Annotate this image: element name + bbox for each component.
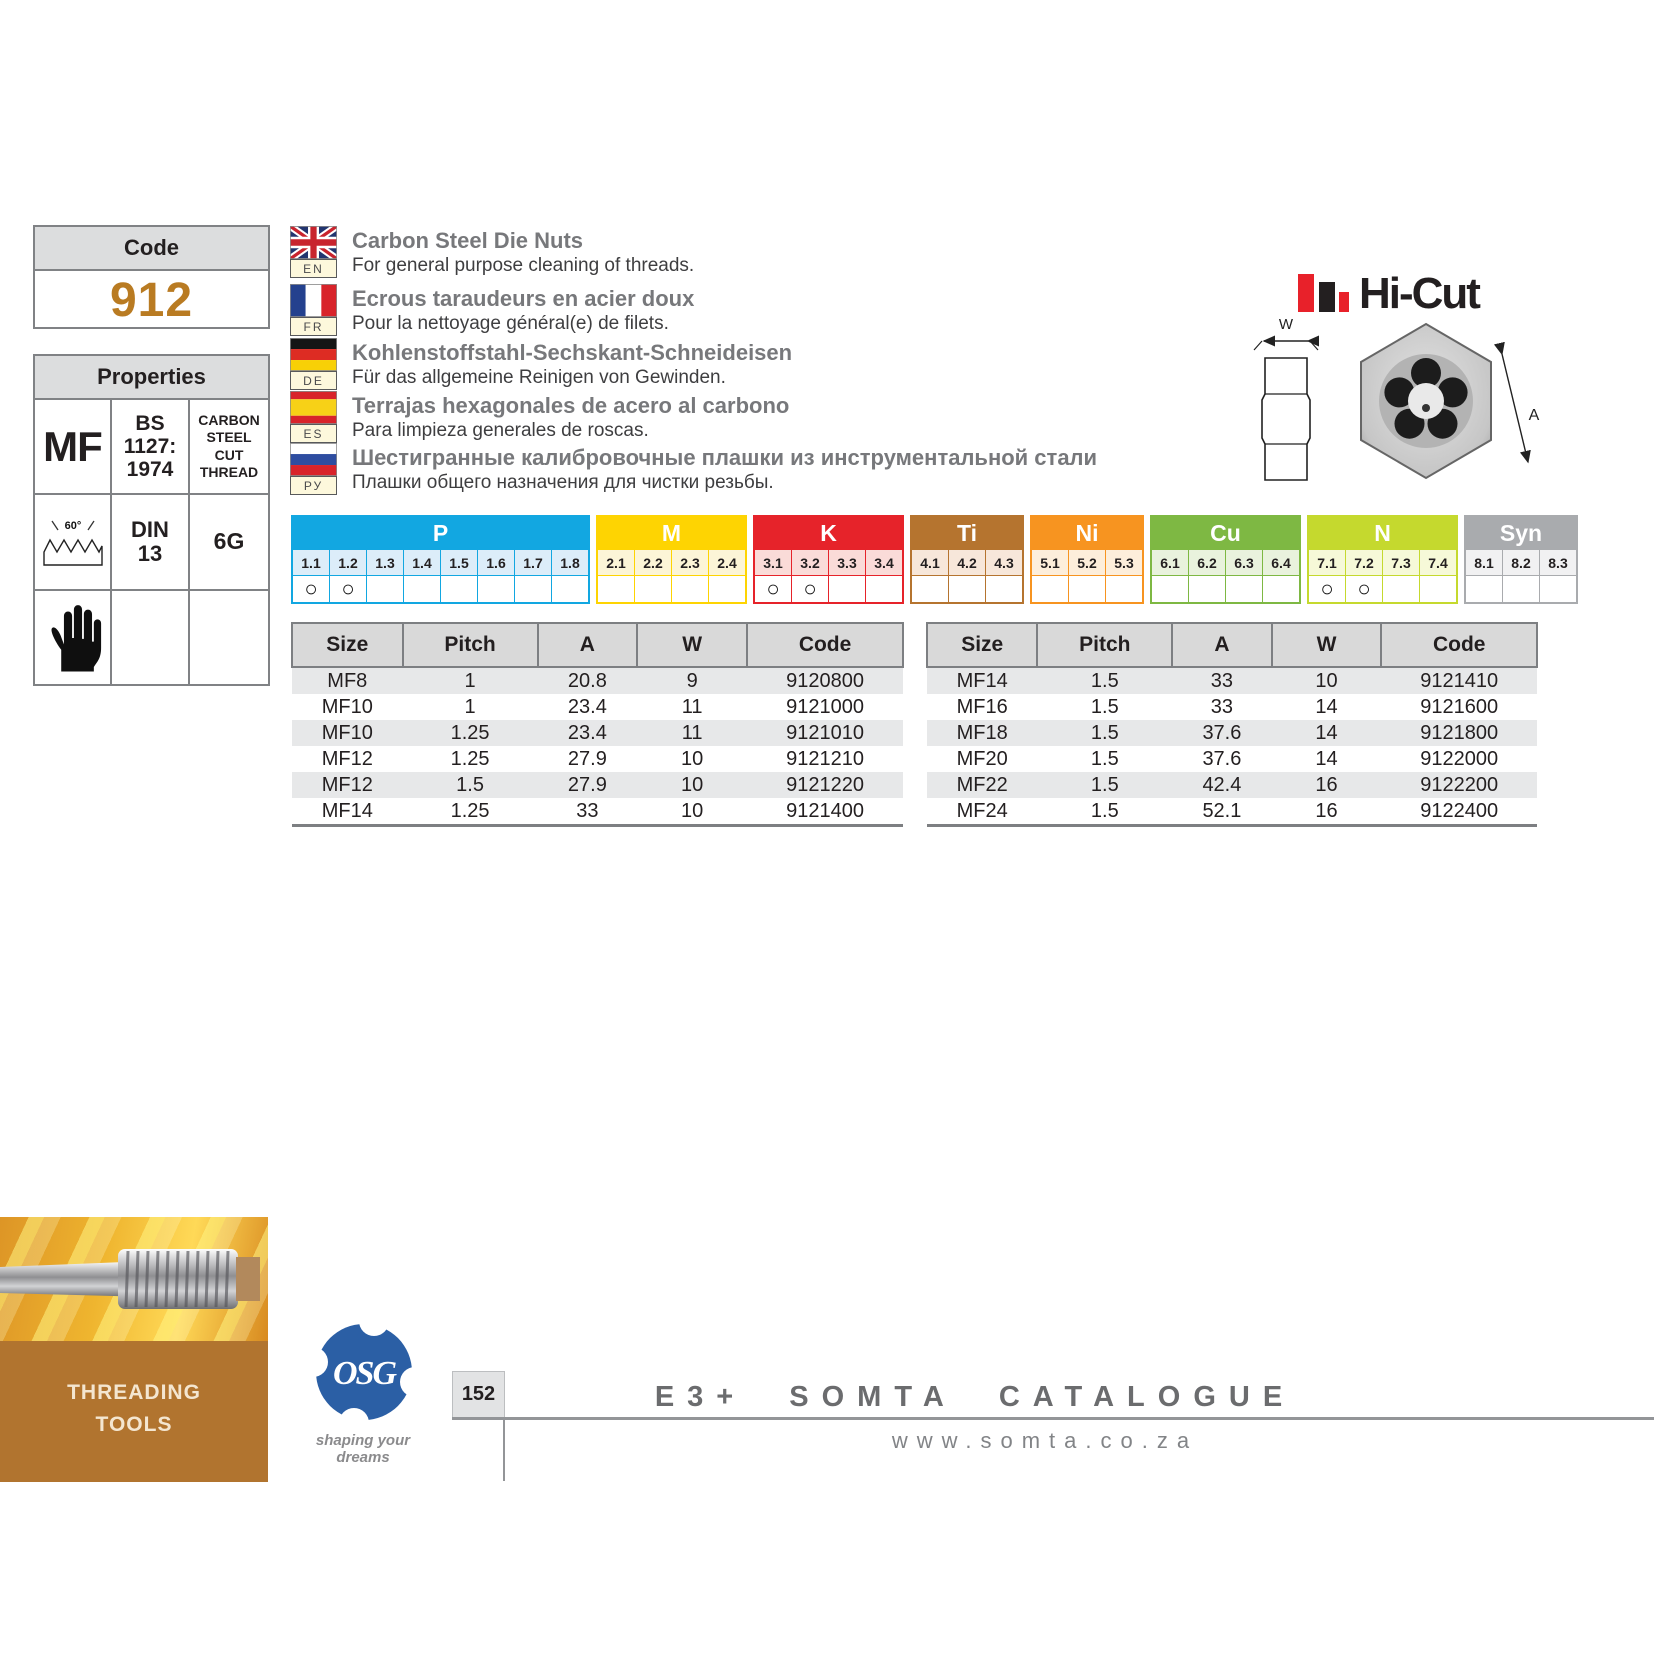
material-cell <box>551 550 588 602</box>
table-row <box>292 667 903 694</box>
material-cell <box>948 550 985 602</box>
table-header-cell: Pitch <box>403 623 538 667</box>
material-cell-mark <box>598 575 634 602</box>
material-cell-mark <box>1152 575 1188 602</box>
material-cell <box>912 550 948 602</box>
table-cell: 37.6 <box>1202 748 1242 770</box>
table-cell: 9121010 <box>786 722 864 744</box>
material-cell-number: 2.4 <box>709 550 745 575</box>
table-cell: 9121000 <box>786 696 864 718</box>
language-text <box>352 391 789 447</box>
material-cell-number: 1.4 <box>404 550 440 575</box>
material-group-header: Ni <box>1032 517 1142 550</box>
material-cell-number: 3.3 <box>829 550 865 575</box>
language-code-label: ES <box>290 424 337 443</box>
material-cell-mark: ○ <box>1346 575 1382 602</box>
material-cell <box>1502 550 1539 602</box>
material-cell <box>514 550 551 602</box>
table-cell: 11 <box>681 722 703 744</box>
material-group <box>291 515 590 604</box>
material-cell-mark <box>912 575 948 602</box>
table-row <box>927 798 1537 826</box>
table-header-cell: Code <box>1381 623 1537 667</box>
table-cell: MF16 <box>956 696 1008 718</box>
table-header-cell: Size <box>292 623 403 667</box>
property-thread-profile <box>35 495 112 590</box>
table-row <box>292 798 903 826</box>
material-group-header: N <box>1309 517 1456 550</box>
language-code-label: FR <box>290 317 337 336</box>
language-block-de <box>290 338 792 394</box>
material-cell-number: 8.2 <box>1503 550 1539 575</box>
table-cell: 42.4 <box>1202 774 1242 796</box>
table-cell: 1 <box>464 670 476 692</box>
din-label: DIN 13 <box>131 516 169 566</box>
hicut-logo-bars <box>1298 274 1314 312</box>
flag-es-icon <box>290 391 337 424</box>
material-cell <box>755 550 791 602</box>
table-cell: MF18 <box>956 722 1008 744</box>
table-cell: 27.9 <box>567 748 607 770</box>
table-cell: 33 <box>576 800 599 822</box>
flag-en-icon <box>290 226 337 259</box>
material-cell-mark <box>635 575 671 602</box>
table-cell: 33 <box>1210 696 1234 718</box>
hicut-brand-name: Hi-Cut <box>1359 268 1479 318</box>
table-cell: 10 <box>681 800 704 822</box>
material-group-header: P <box>293 517 588 550</box>
material-cell-mark <box>1106 575 1142 602</box>
table-header-cell: Code <box>747 623 903 667</box>
language-description: Плашки общего назначения для чистки резьбы. <box>352 471 774 493</box>
footer-rule <box>452 1417 1654 1420</box>
material-group <box>910 515 1024 604</box>
material-cell <box>1382 550 1419 602</box>
website-url: www.somta.co.za <box>891 1428 1199 1453</box>
material-cell-number: 7.2 <box>1346 550 1382 575</box>
material-cell-number: 4.2 <box>949 550 985 575</box>
material-cell <box>1225 550 1262 602</box>
table-cell: 10 <box>681 774 704 796</box>
material-cell-mark <box>1540 575 1576 602</box>
material-cell-number: 2.1 <box>598 550 634 575</box>
language-block-es <box>290 391 789 447</box>
catalogue-title: E3+ SOMTA CATALOGUE <box>654 1381 1296 1413</box>
material-group-header: M <box>598 517 745 550</box>
table-cell: 16 <box>1315 800 1338 822</box>
table-cell: 11 <box>681 696 703 718</box>
material-cell-mark: ○ <box>792 575 828 602</box>
table-cell: 37.6 <box>1202 722 1242 744</box>
material-cell <box>634 550 671 602</box>
language-block-fr <box>290 284 694 340</box>
a-dimension-label: A <box>1528 407 1540 424</box>
table-row <box>927 772 1537 798</box>
material-cell-mark <box>709 575 745 602</box>
language-title: Шестигранные калибровочные плашки из инструментальной стали <box>352 445 1098 470</box>
table-header-row <box>292 623 903 667</box>
table-cell: 14 <box>1315 696 1338 718</box>
material-cell-mark: ○ <box>293 575 329 602</box>
language-description: Para limpieza generales de roscas. <box>352 419 649 441</box>
table-cell: 9122200 <box>1420 774 1499 796</box>
table-body <box>292 667 903 826</box>
language-text <box>352 284 694 340</box>
table-cell: 1.5 <box>1090 800 1119 822</box>
material-cell <box>440 550 477 602</box>
code-panel <box>33 225 270 329</box>
table-cell: 9121800 <box>1420 722 1499 744</box>
material-cell-mark <box>404 575 440 602</box>
size-table-right <box>926 622 1538 827</box>
material-cell-mark <box>1466 575 1502 602</box>
table-cell: MF22 <box>956 774 1008 796</box>
language-title: Ecrous taraudeurs en acier doux <box>352 286 695 311</box>
material-cell-number: 7.4 <box>1420 550 1456 575</box>
die-nut-photo <box>1356 318 1554 491</box>
properties-panel <box>33 354 270 686</box>
product-code: 912 <box>109 273 194 327</box>
material-group-cells <box>1032 550 1142 602</box>
material-cell-number: 6.1 <box>1152 550 1188 575</box>
material-cell <box>1539 550 1576 602</box>
table-body <box>927 667 1537 826</box>
table-row <box>292 772 903 798</box>
table-cell: MF10 <box>321 696 373 718</box>
material-cell <box>366 550 403 602</box>
material-group-cells <box>1309 550 1456 602</box>
material-cell-number: 6.2 <box>1189 550 1225 575</box>
material-cell-number: 1.6 <box>478 550 514 575</box>
material-cell-mark <box>441 575 477 602</box>
material-cell-number: 2.3 <box>672 550 708 575</box>
table-row <box>927 694 1537 720</box>
material-cell-number: 3.4 <box>866 550 902 575</box>
table-header-cell: Pitch <box>1037 623 1172 667</box>
language-block-ru <box>290 443 1097 499</box>
material-cell-mark <box>1263 575 1299 602</box>
material-cell-mark <box>1189 575 1225 602</box>
material-cell-number: 4.1 <box>912 550 948 575</box>
material-group-cells <box>755 550 902 602</box>
material-cell-number: 8.1 <box>1466 550 1502 575</box>
table-cell: 52.1 <box>1202 800 1242 822</box>
language-text <box>352 338 792 394</box>
flag-column <box>290 391 337 447</box>
table-cell: 33 <box>1210 670 1234 692</box>
table-cell: 23.4 <box>567 722 607 744</box>
material-group <box>1150 515 1301 604</box>
material-cell <box>1345 550 1382 602</box>
hicut-brand <box>1298 268 1479 318</box>
table-cell: 1.5 <box>1090 722 1119 744</box>
thread-profile-icon <box>40 516 106 568</box>
material-cell-mark: ○ <box>330 575 366 602</box>
table-cell: 9121220 <box>786 774 864 796</box>
table-cell: MF20 <box>956 748 1008 770</box>
material-cell <box>1105 550 1142 602</box>
property-standard <box>112 400 190 495</box>
table-header-cell: A <box>1172 623 1271 667</box>
material-group <box>1307 515 1458 604</box>
section-banner <box>0 1341 268 1482</box>
table-cell: 1.25 <box>450 748 490 770</box>
w-dimension-label: W <box>1278 316 1294 333</box>
standard-label: BS 1127: 1974 <box>123 412 177 482</box>
table-cell: MF24 <box>956 800 1008 822</box>
flag-column <box>290 284 337 340</box>
table-row <box>927 746 1537 772</box>
table-cell: 9120800 <box>786 670 864 692</box>
material-group-header: Ti <box>912 517 1022 550</box>
material-cell <box>403 550 440 602</box>
material-cell-number: 5.3 <box>1106 550 1142 575</box>
material-cell-mark <box>367 575 403 602</box>
material-cell-mark <box>515 575 551 602</box>
section-title-line1: THREADING <box>67 1381 201 1404</box>
code-panel-title: Code <box>35 227 268 271</box>
material-group <box>1464 515 1578 604</box>
material-cell-number: 7.1 <box>1309 550 1345 575</box>
material-cell <box>1309 550 1345 602</box>
thread-type-label: MF <box>43 422 102 470</box>
table-cell: MF14 <box>321 800 373 822</box>
material-cell-number: 6.3 <box>1226 550 1262 575</box>
table-cell: 27.9 <box>567 774 607 796</box>
property-material <box>190 400 268 495</box>
material-cell-number: 7.3 <box>1383 550 1419 575</box>
material-cell-mark <box>672 575 708 602</box>
osg-logo-icon <box>312 1320 416 1424</box>
thread-angle-label: 60° <box>64 519 81 532</box>
table-cell: MF12 <box>321 774 373 796</box>
language-code-label: РУ <box>290 476 337 495</box>
table-cell: 1.5 <box>1090 670 1119 692</box>
table-cell: 1.5 <box>456 774 484 796</box>
material-cell-number: 5.1 <box>1032 550 1068 575</box>
material-cell-mark <box>478 575 514 602</box>
table-cell: 1 <box>464 696 476 718</box>
table-cell: 1.25 <box>450 800 490 822</box>
osg-logo-text: OSG <box>332 1355 396 1392</box>
material-cell <box>1152 550 1188 602</box>
material-cell-mark <box>949 575 985 602</box>
language-title: Terrajas hexagonales de acero al carbono <box>352 393 790 418</box>
material-group <box>753 515 904 604</box>
property-safety <box>35 591 112 686</box>
footer-vertical-rule <box>503 1420 505 1481</box>
material-cell <box>828 550 865 602</box>
property-thread-type <box>35 400 112 495</box>
material-cell <box>865 550 902 602</box>
material-cell-number: 2.2 <box>635 550 671 575</box>
tap-tool-illustration <box>0 1217 268 1341</box>
table-header-row <box>927 623 1537 667</box>
table-cell: MF12 <box>321 748 373 770</box>
material-cell-number: 3.1 <box>755 550 791 575</box>
material-group-cells <box>598 550 745 602</box>
material-cell <box>293 550 329 602</box>
table-cell: 23.4 <box>567 696 607 718</box>
table-cell: 9121210 <box>786 748 864 770</box>
table-header-cell: W <box>1272 623 1382 667</box>
property-empty-2 <box>190 591 268 686</box>
material-cell-number: 8.3 <box>1540 550 1576 575</box>
language-description: Für das allgemeine Reinigen von Gewinden. <box>352 366 726 388</box>
material-cell <box>1466 550 1502 602</box>
material-group-cells <box>1152 550 1299 602</box>
material-cell-mark <box>552 575 588 602</box>
material-cell-number: 1.2 <box>330 550 366 575</box>
table-row <box>292 746 903 772</box>
material-cell-mark <box>1226 575 1262 602</box>
material-group <box>1030 515 1144 604</box>
flag-column <box>290 338 337 394</box>
material-cell <box>598 550 634 602</box>
material-label: CARBON STEEL CUT THREAD <box>198 411 260 481</box>
table-cell: 1.5 <box>1090 748 1119 770</box>
material-cell-number: 6.4 <box>1263 550 1299 575</box>
material-cell <box>791 550 828 602</box>
material-group-cells <box>912 550 1022 602</box>
table-cell: 1.5 <box>1090 774 1119 796</box>
material-cell-mark <box>1032 575 1068 602</box>
tap-photo <box>0 1217 268 1341</box>
properties-panel-title: Properties <box>35 356 268 400</box>
table-cell: MF14 <box>956 670 1008 692</box>
material-cell <box>1262 550 1299 602</box>
table-cell: 14 <box>1315 748 1338 770</box>
table-header-cell: W <box>637 623 747 667</box>
table-cell: 9122400 <box>1420 800 1499 822</box>
material-cell-mark: ○ <box>755 575 791 602</box>
table-row <box>927 667 1537 694</box>
table-cell: MF8 <box>327 670 368 692</box>
table-header-cell: Size <box>927 623 1037 667</box>
material-cell <box>985 550 1022 602</box>
table-cell: 9 <box>686 670 698 692</box>
material-cell <box>1068 550 1105 602</box>
table-cell: 9121400 <box>786 800 864 822</box>
table-cell: MF10 <box>321 722 373 744</box>
flag-de-icon <box>290 338 337 371</box>
material-cell-number: 3.2 <box>792 550 828 575</box>
table-cell: 14 <box>1315 722 1338 744</box>
tolerance-label: 6G <box>213 528 245 555</box>
property-din <box>112 495 190 590</box>
material-cell <box>708 550 745 602</box>
properties-grid <box>35 400 268 686</box>
material-cell <box>671 550 708 602</box>
table-cell: 9121410 <box>1420 670 1499 692</box>
material-cell <box>1032 550 1068 602</box>
material-cell-mark <box>1383 575 1419 602</box>
material-cell-number: 1.7 <box>515 550 551 575</box>
language-block-en <box>290 226 694 282</box>
flag-ru-icon <box>290 443 337 476</box>
material-compatibility-chart <box>291 515 1578 604</box>
material-cell-mark: ○ <box>1309 575 1345 602</box>
material-cell <box>329 550 366 602</box>
table-row <box>292 720 903 746</box>
table-cell: 9121600 <box>1420 696 1499 718</box>
material-group-cells <box>293 550 588 602</box>
material-group-header: Syn <box>1466 517 1576 550</box>
material-cell-number: 5.2 <box>1069 550 1105 575</box>
material-cell-mark <box>829 575 865 602</box>
language-code-label: EN <box>290 259 337 278</box>
material-cell-number: 1.5 <box>441 550 477 575</box>
language-title: Kohlenstoffstahl-Sechskant-Schneideisen <box>352 340 793 365</box>
table-cell: 9122000 <box>1420 748 1499 770</box>
table-cell: 10 <box>681 748 704 770</box>
material-group-header: Cu <box>1152 517 1299 550</box>
table-header-cell: A <box>538 623 638 667</box>
property-empty-1 <box>112 591 190 686</box>
language-text <box>352 226 694 282</box>
material-cell <box>1188 550 1225 602</box>
material-cell-number: 4.3 <box>986 550 1022 575</box>
table-row <box>927 720 1537 746</box>
table-cell: 1.25 <box>450 722 490 744</box>
material-cell-number: 1.1 <box>293 550 329 575</box>
hicut-logo-bar-red-small <box>1339 292 1349 312</box>
table-row <box>292 694 903 720</box>
language-description: Pour la nettoyage général(e) de filets. <box>352 312 669 334</box>
table-cell: 16 <box>1315 774 1338 796</box>
material-cell-mark <box>986 575 1022 602</box>
material-cell <box>1419 550 1456 602</box>
language-description: For general purpose cleaning of threads. <box>352 254 695 276</box>
material-cell-mark <box>1503 575 1539 602</box>
osg-slogan: shaping your dreams <box>315 1432 411 1466</box>
flag-column <box>290 443 337 499</box>
material-cell-number: 1.8 <box>552 550 588 575</box>
material-group <box>596 515 747 604</box>
table-cell: 1.5 <box>1090 696 1119 718</box>
language-code-label: DE <box>290 371 337 390</box>
material-cell <box>477 550 514 602</box>
a-dimension-arrow <box>1502 354 1528 462</box>
page-number: 152 <box>452 1371 505 1418</box>
material-cell-mark <box>866 575 902 602</box>
material-group-cells <box>1466 550 1576 602</box>
material-cell-mark <box>1069 575 1105 602</box>
language-text <box>352 443 1097 499</box>
table-cell: 10 <box>1315 670 1338 692</box>
material-cell-mark <box>1420 575 1456 602</box>
section-title-line2: TOOLS <box>95 1412 173 1436</box>
glove-icon <box>44 602 102 674</box>
table-cell: 20.8 <box>567 670 607 692</box>
material-group-header: K <box>755 517 902 550</box>
material-cell-number: 1.3 <box>367 550 403 575</box>
nut-side-view-diagram <box>1250 316 1322 489</box>
hicut-logo-bar-black <box>1319 282 1335 312</box>
flag-column <box>290 226 337 282</box>
property-tolerance <box>190 495 268 590</box>
language-title: Carbon Steel Die Nuts <box>352 228 584 253</box>
flag-fr-icon <box>290 284 337 317</box>
size-table-left <box>291 622 904 827</box>
